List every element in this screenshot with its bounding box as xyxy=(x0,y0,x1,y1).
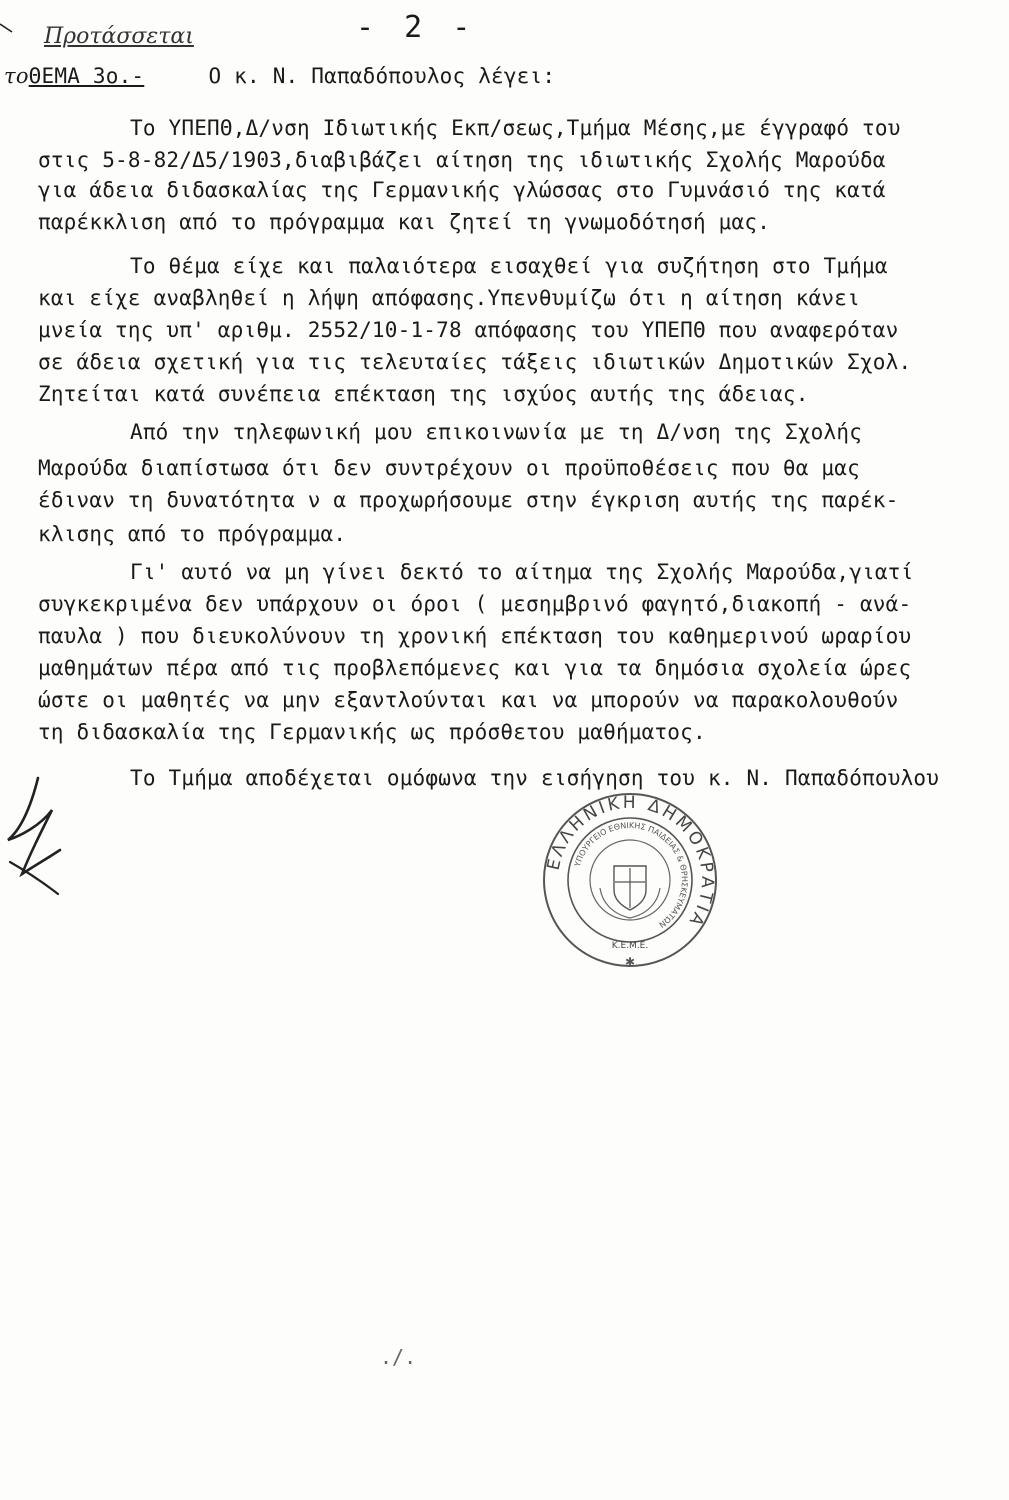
body-line: μνεία της υπ' αριθμ. 2552/10-1-78 απόφασης του ΥΠΕΠΘ που αναφερόταν xyxy=(38,318,899,342)
official-seal-stamp xyxy=(540,790,720,970)
body-line: τη διδασκαλία της Γερμανικής ως πρόσθετου μαθήματος. xyxy=(38,720,706,744)
topic-prefix: το xyxy=(4,64,29,88)
topic-label: ΘΕΜΑ 3ο.- xyxy=(28,64,145,88)
body-line: Από την τηλεφωνική μου επικοινωνία με τη Δ/νση της Σχολής xyxy=(130,420,863,444)
topic-line xyxy=(4,64,555,88)
body-line: συγκεκριμένα δεν υπάρχουν οι όροι ( μεσημβρινό φαγητό,διακοπή - ανά- xyxy=(38,592,912,616)
body-line: κλισης από το πρόγραμμα. xyxy=(38,522,347,546)
body-line: και είχε αναβληθεί η λήψη απόφασης.Υπενθυμίζω ότι η αίτηση κάνει xyxy=(38,286,860,310)
svg-text:ΥΠΟΥΡΓΕΙΟ ΕΘΝΙΚΗΣ ΠΑΙΔΕΙΑΣ & Θ: ΥΠΟΥΡΓΕΙΟ ΕΘΝΙΚΗΣ ΠΑΙΔΕΙΑΣ & ΘΡΗΣΚΕΥΜΑΤΩΝ xyxy=(572,820,690,930)
body-line: Το ΥΠΕΠΘ,Δ/νση Ιδιωτικής Εκπ/σεως,Τμήμα Μέσης,με έγγραφό του xyxy=(130,116,901,140)
margin-tick-icon xyxy=(0,22,14,34)
margin-note: Προτάσσεται xyxy=(44,24,194,49)
body-line: Γι' αυτό να μη γίνει δεκτό το αίτημα της Σχολής Μαρούδα,γιατί xyxy=(130,560,914,584)
signature-icon xyxy=(0,770,70,900)
body-line: για άδεια διδασκαλίας της Γερμανικής γλώσσας στο Γυμνάσιό της κατά xyxy=(38,178,886,202)
svg-text:ΕΛΛΗΝΙΚΗ ΔΗΜΟΚΡΑΤΙΑ: ΕΛΛΗΝΙΚΗ ΔΗΜΟΚΡΑΤΙΑ xyxy=(543,792,718,932)
body-line: έδιναν τη δυνατότητα ν α προχωρήσουμε στην έγκριση αυτής της παρέκ- xyxy=(38,488,899,512)
body-line: σε άδεια σχετική για τις τελευταίες τάξεις ιδιωτικών Δημοτικών Σχολ. xyxy=(38,350,912,374)
page-number: - 2 - xyxy=(356,10,477,45)
body-line: παυλα ) που διευκολύνουν τη χρονική επέκταση του καθημερινού ωραρίου xyxy=(38,624,912,648)
body-line: στις 5-8-82/Δ5/1903,διαβιβάζει αίτηση της ιδιωτικής Σχολής Μαρούδα xyxy=(38,148,886,172)
body-line: Μαρούδα διαπίστωσα ότι δεν συντρέχουν οι προϋποθέσεις που θα μας xyxy=(38,456,860,480)
svg-text:Κ.Ε.Μ.Ε.: Κ.Ε.Μ.Ε. xyxy=(611,941,649,951)
body-line: ώστε οι μαθητές να μην εξαντλούνται και να μπορούν να παρακολουθούν xyxy=(38,688,899,712)
speaker-line: Ο κ. Ν. Παπαδόπουλος λέγει: xyxy=(208,64,556,88)
body-line: μαθημάτων πέρα από τις προβλεπόμενες και για τα δημόσια σχολεία ώρες xyxy=(38,656,912,680)
body-line: Το θέμα είχε και παλαιότερα εισαχθεί για συζήτηση στο Τμήμα xyxy=(130,254,888,278)
body-line: Ζητείται κατά συνέπεια επέκταση της ισχύος αυτής της άδειας. xyxy=(38,382,809,406)
footer-mark: ./. xyxy=(380,1345,417,1369)
body-line: παρέκκλιση από το πρόγραμμα και ζητεί τη γνωμοδότησή μας. xyxy=(38,210,771,234)
body-line: Το Τμήμα αποδέχεται ομόφωνα την εισήγηση του κ. Ν. Παπαδόπουλου xyxy=(130,766,940,790)
svg-text:✱: ✱ xyxy=(624,955,636,969)
